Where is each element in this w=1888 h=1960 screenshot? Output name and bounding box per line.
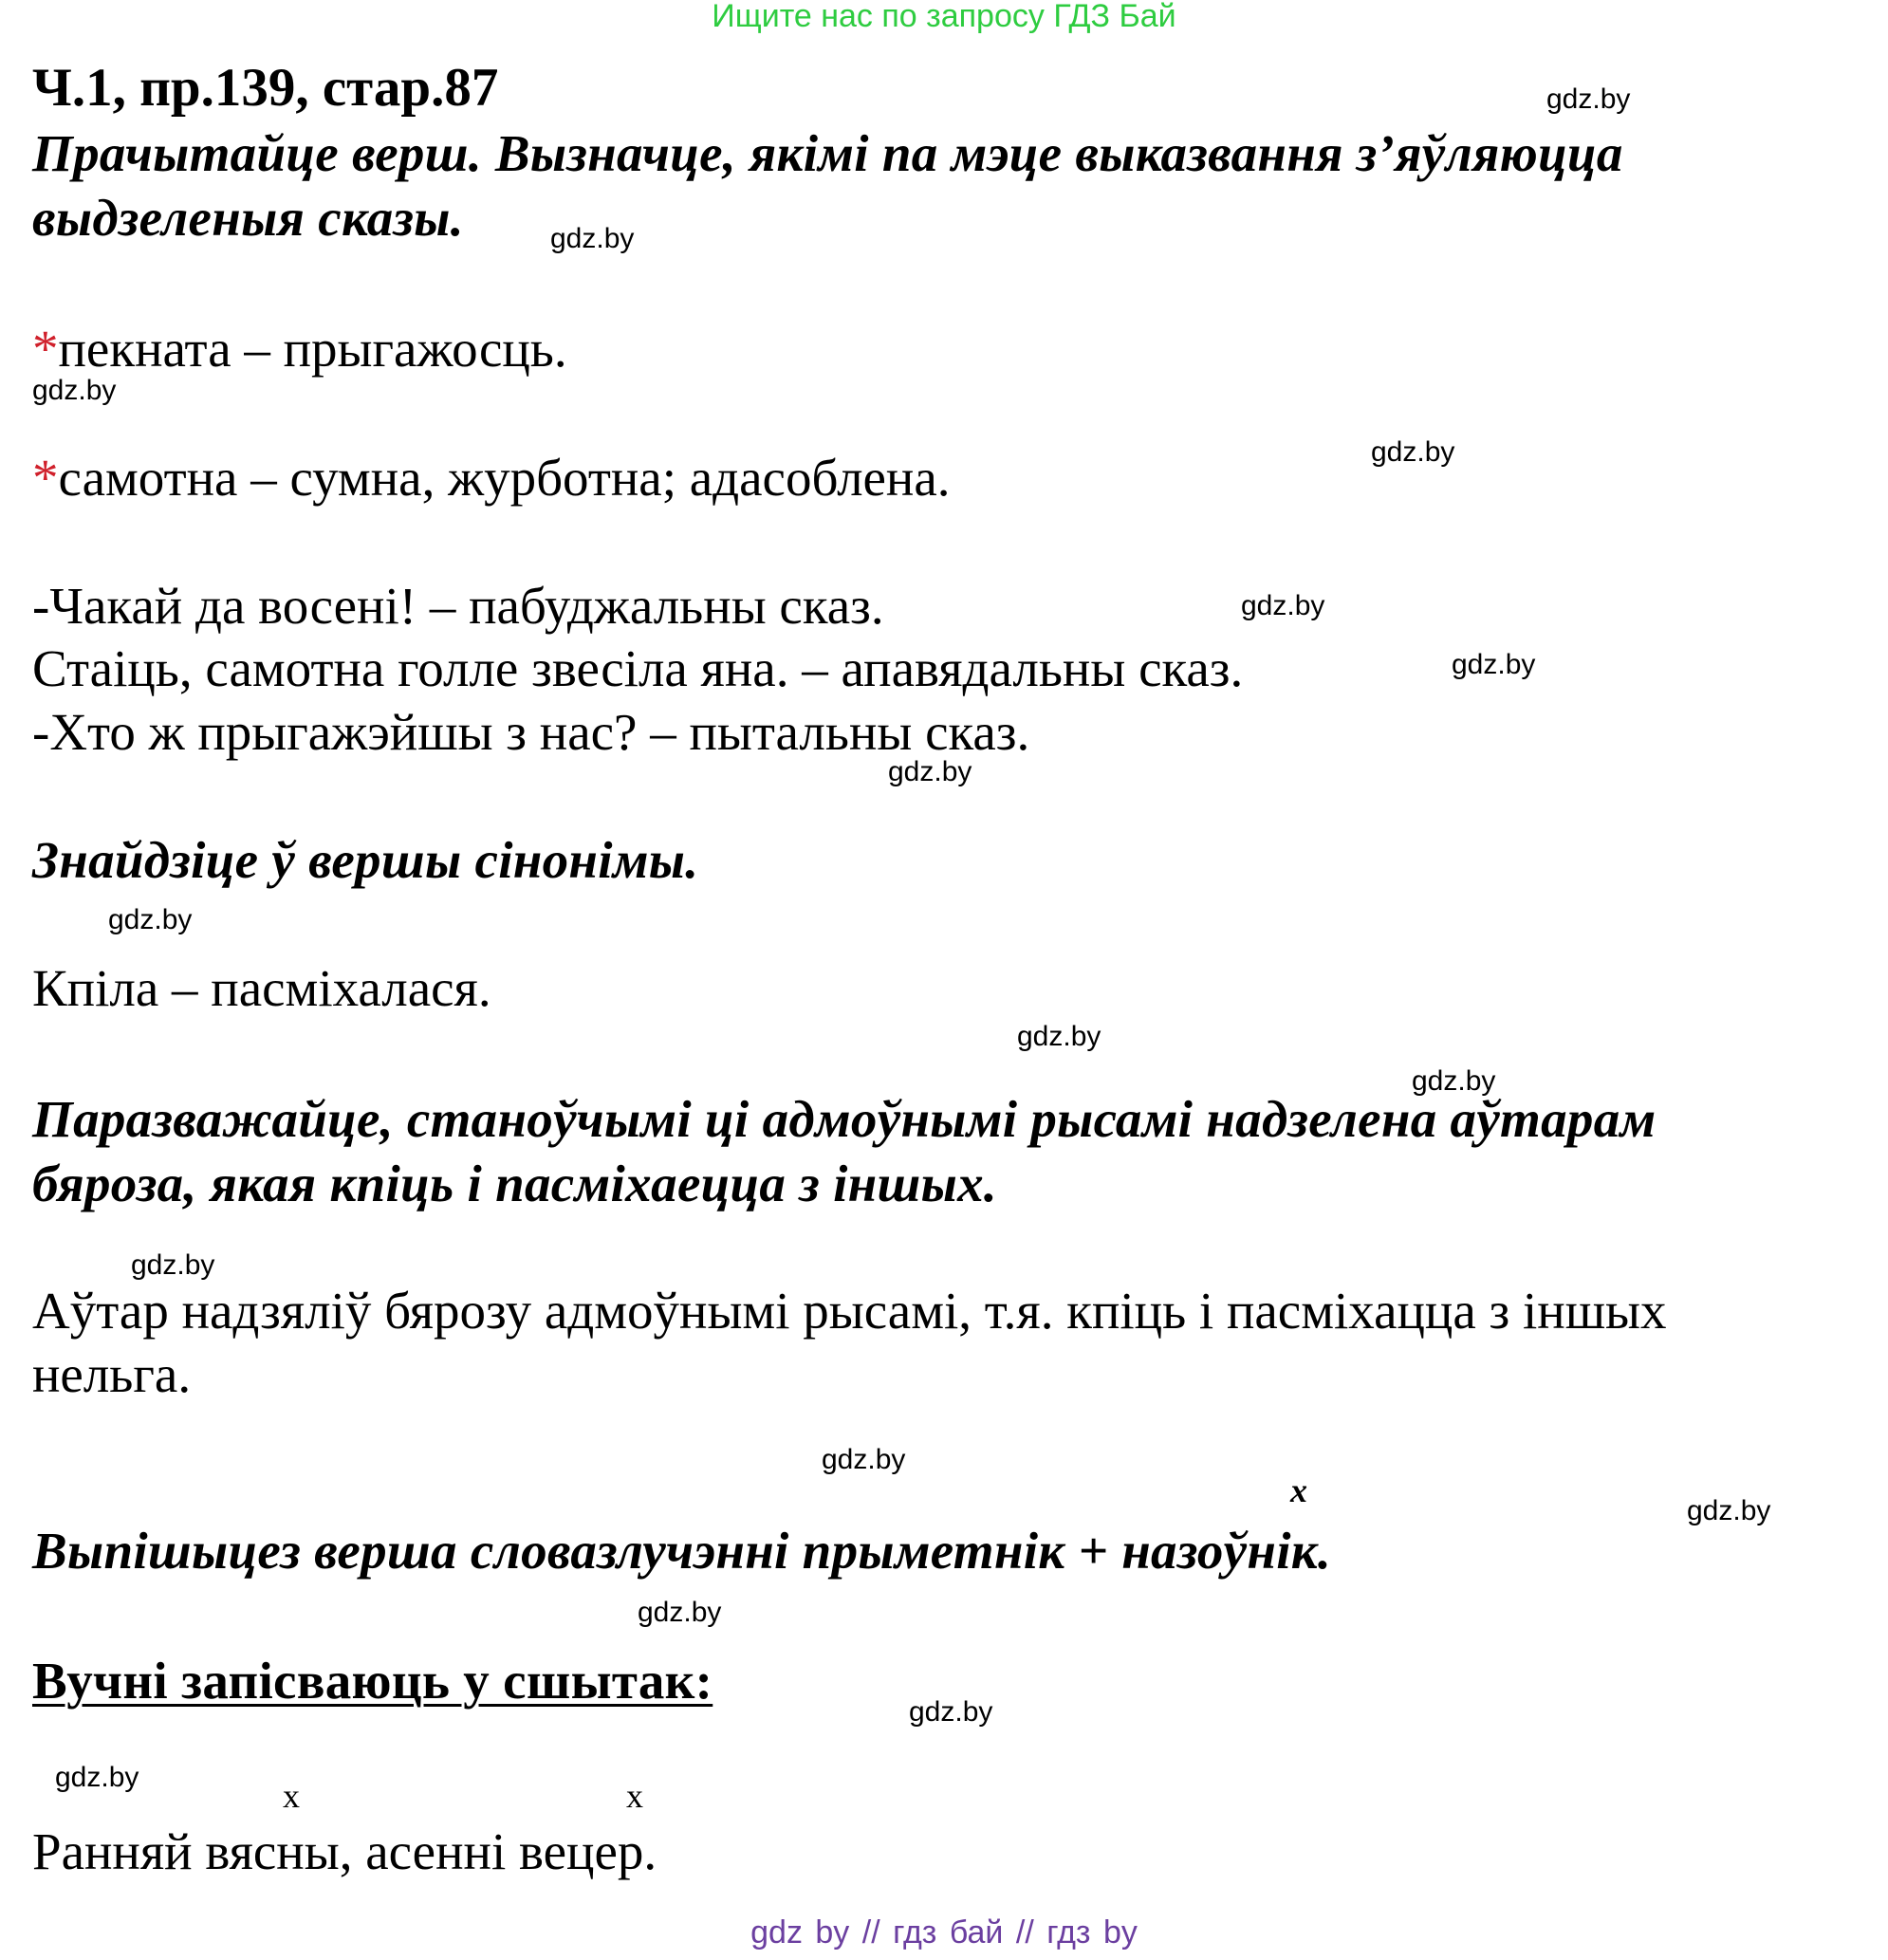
watermark: gdz.by [55, 1762, 139, 1793]
glossary-star: * [32, 449, 59, 507]
watermark: gdz.by [550, 223, 635, 254]
task3-line1: Паразважайце, станоўчымі ці адмоўнымі рысамі надзелена аўтарам [32, 1090, 1657, 1148]
watermark: gdz.by [1017, 1021, 1101, 1052]
watermark: gdz.by [822, 1444, 906, 1475]
answer4-text: Ранняй вясны, асенні вецер. [32, 1822, 657, 1880]
glossary-star: * [32, 320, 59, 378]
sentence-line: Стаіць, самотна голле звесіла яна. – апавядальны сказ. [32, 639, 1244, 697]
sentence-line: -Хто ж прыгажэйшы з нас? – пытальны сказ. [32, 703, 1030, 761]
watermark: gdz.by [909, 1696, 993, 1728]
top-banner: Ищите нас по запросу ГДЗ Бай [712, 0, 1176, 34]
watermark: gdz.by [888, 756, 972, 787]
watermark: gdz.by [1412, 1065, 1496, 1097]
page-title: Ч.1, пр.139, стар.87 [32, 58, 499, 118]
sentence-line: -Чакай да восені! – пабуджальны сказ. [32, 577, 884, 635]
answer2-text: Кпіла – пасміхалася. [32, 959, 491, 1017]
glossary-text: самотна – сумна, журботна; адасоблена. [58, 449, 951, 507]
task4-heading: Выпішыцез верша словазлучэнні прыметнік + назоўнік. [32, 1522, 1332, 1580]
footer-watermark: gdz by // гдз бай // гдз by [750, 1914, 1138, 1951]
notebook-heading: Вучні запісваюць у сшытак: [32, 1652, 713, 1710]
watermark: gdz.by [1452, 649, 1536, 680]
answer3-line1: Аўтар надзяліў бярозу адмоўнымі рысамі, т.я. кпіць і пасміхацца з іншых [32, 1282, 1667, 1340]
task3-line2: бяроза, якая кпіць і пасміхаецца з іншых. [32, 1155, 997, 1212]
glossary-item [32, 319, 567, 379]
watermark: gdz.by [131, 1249, 215, 1281]
watermark: gdz.by [638, 1597, 722, 1628]
task1-line1: Прачытайце верш. Вызначце, якімі па мэце выказвання з’яўляюцца [32, 124, 1623, 182]
glossary-text: пекната – прыгажосць. [58, 320, 567, 378]
watermark: gdz.by [1687, 1495, 1771, 1526]
task2-heading: Знайдзіце ў вершы сінонімы. [32, 831, 699, 889]
watermark: gdz.by [108, 904, 193, 935]
watermark: gdz.by [1371, 436, 1455, 468]
glossary-item [32, 448, 951, 508]
watermark: gdz.by [32, 375, 117, 406]
watermark: gdz.by [1546, 83, 1631, 115]
watermark: gdz.by [1241, 590, 1325, 621]
stress-mark: x [283, 1777, 300, 1815]
stress-mark: x [626, 1777, 643, 1815]
stress-mark: x [1290, 1471, 1307, 1509]
task1-line2: выдзеленыя сказы. [32, 189, 464, 247]
answer3-line2: нельга. [32, 1345, 192, 1403]
